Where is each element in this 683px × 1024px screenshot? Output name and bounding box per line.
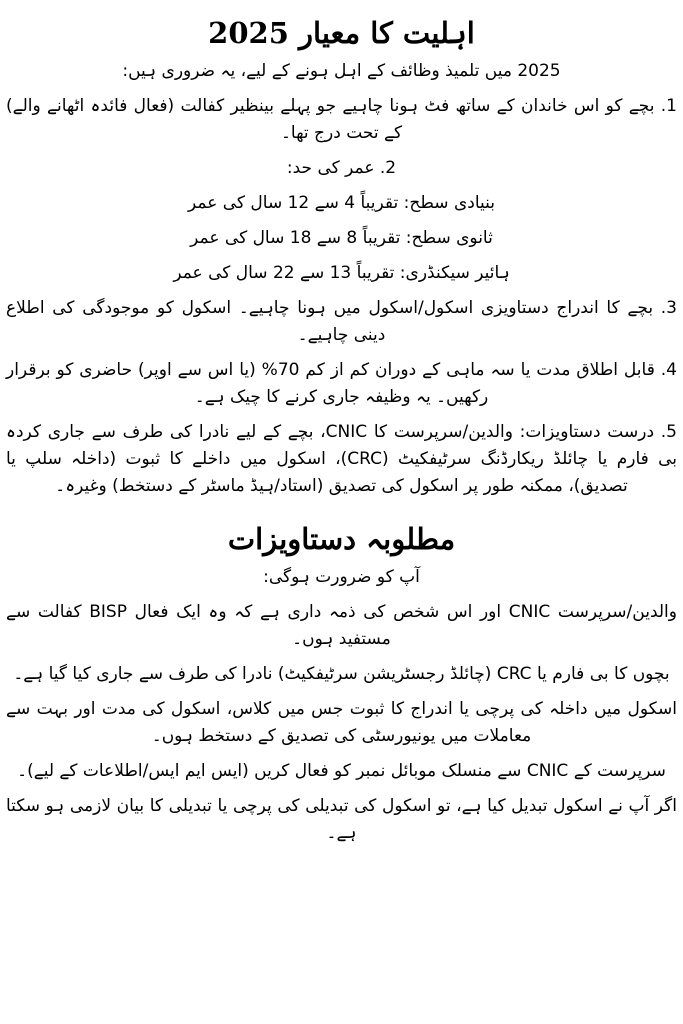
document-mobile-number: سرپرست کے CNIC سے منسلک موبائل نمبر کو فعال کریں (ایس ایم ایس/اطلاعات کے لیے)۔: [17, 761, 666, 781]
required-documents-title: مطلوبہ دستاویزات: [227, 522, 456, 556]
criterion-family: 1. بچے کو اس خاندان کے ساتھ فٹ ہونا چاہیے جو پہلے بینظیر کفالت (فعال فائدہ اٹھانے والے) کے تحت درج تھا۔: [6, 96, 677, 143]
age-higher-secondary: ہائیر سیکنڈری: تقریباً 13 سے 22 سال کی عمر: [173, 263, 510, 283]
age-secondary: ثانوی سطح: تقریباً 8 سے 18 سال کی عمر: [190, 228, 493, 248]
document-school-change: اگر آپ نے اسکول تبدیل کیا ہے، تو اسکول کی تبدیلی کی پرچی یا تبدیلی کا بیان لازمی ہو سکتا ہے۔: [6, 796, 677, 843]
document-b-form-crc: بچوں کا بی فارم یا CRC (چائلڈ رجسٹریشن سرٹیفکیٹ) نادرا کی طرف سے جاری کیا گیا ہے۔: [13, 664, 670, 684]
criterion-age-heading: 2. عمر کی حد:: [286, 158, 397, 178]
document-enrollment-proof: اسکول میں داخلہ کی پرچی یا اندراج کا ثبوت جس میں کلاس، اسکول کی مدت اور بہت سے معاملات میں یونیورسٹی کی تصدیق کے دستخط ہوں۔: [6, 699, 677, 746]
eligibility-title: اہلیت کا معیار 2025: [208, 16, 475, 50]
criterion-attendance: 4. قابل اطلاق مدت یا سہ ماہی کے دوران کم از کم 70% (یا اس سے اوپر) حاضری کو برقرار رکھیں۔ یہ وظیفہ جاری کرنے کا چیک ہے۔: [6, 360, 677, 407]
age-primary: بنیادی سطح: تقریباً 4 سے 12 سال کی عمر: [188, 193, 495, 213]
criterion-documents: 5. درست دستاویزات: والدین/سرپرست کا CNIC، بچے کے لیے نادرا کی طرف سے جاری کردہ بی فارم یا چائلڈ ریکارڈنگ سرٹیفکیٹ (CRC)، اسکول میں داخلے کا ثبوت (داخلہ سلپ یا تصدیق)، ممکنہ طور پر اسکول کی تصدیق (استاد/ہیڈ ماسٹر کے دستخط) وغیرہ۔: [6, 422, 677, 496]
eligibility-intro: 2025 میں تلمیذ وظائف کے اہل ہونے کے لیے، یہ ضروری ہیں:: [122, 61, 561, 81]
document-guardian-cnic: والدین/سرپرست CNIC اور اس شخص کی ذمہ داری ہے کہ وہ ایک فعال BISP کفالت سے مستفید ہوں۔: [6, 602, 677, 649]
required-documents-intro: آپ کو ضرورت ہوگی:: [263, 567, 420, 587]
criterion-enrollment: 3. بچے کا اندراج دستاویزی اسکول/اسکول میں ہونا چاہیے۔ اسکول کو موجودگی کی اطلاع دینی چاہیے۔: [6, 298, 677, 345]
